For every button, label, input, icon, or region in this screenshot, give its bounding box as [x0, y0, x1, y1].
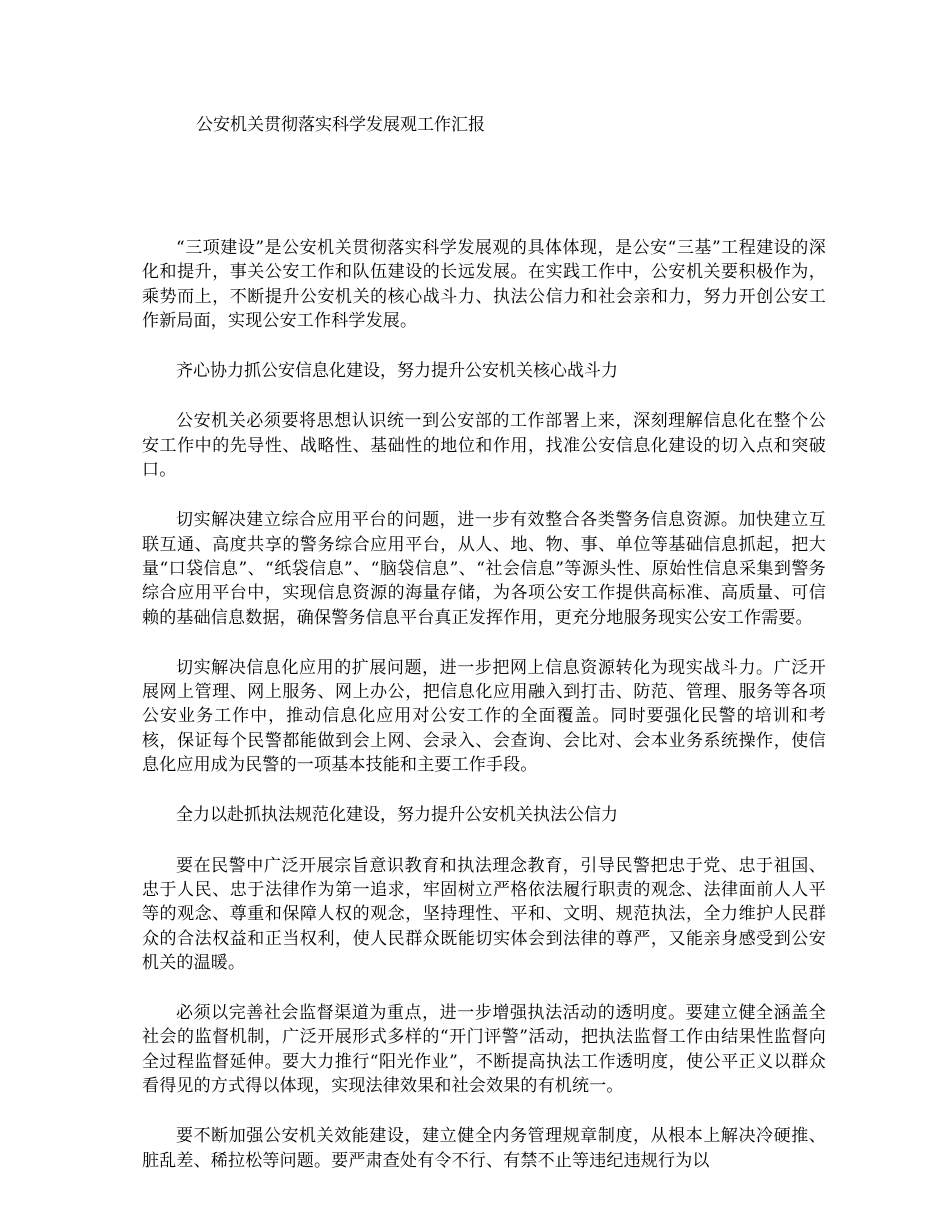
document-title: 公安机关贯彻落实科学发展观工作汇报: [196, 115, 485, 135]
paragraph: 切实解决建立综合应用平台的问题，进一步有效整合各类警务信息资源。加快建立互联互通、高度共享的警务综合应用平台，从人、地、物、事、单位等基础信息抓起，把大量“口袋信息”、“纸袋信息”、“脑袋信息”、“社会信息”等源头性、原始性信息采集到警务综合应用平台中，实现信息资源的海量存储，为各项公安工作提供高标准、高质量、可信赖的基础信息数据，确保警务信息平台真正发挥作用，更充分地服务现实公安工作需要。: [142, 510, 826, 628]
paragraph: 切实解决信息化应用的扩展问题，进一步把网上信息资源转化为现实战斗力。广泛开展网上管理、网上服务、网上办公，把信息化应用融入到打击、防范、管理、服务等各项公安业务工作中，推动信息化应用对公安工作的全面覆盖。同时要强化民警的培训和考核，保证每个民警都能做到会上网、会录入、会查询、会比对、会本业务系统操作，使信息化应用成为民警的一项基本技能和主要工作手段。: [142, 657, 826, 776]
paragraph-intro: “三项建设”是公安机关贯彻落实科学发展观的具体体现，是公安“三基”工程建设的深化和提升，事关公安工作和队伍建设的长远发展。在实践工作中，公安机关要积极作为，乘势而上，不断提升公安机关的核心战斗力、执法公信力和社会亲和力，努力开创公安工作新局面，实现公安工作科学发展。: [142, 238, 826, 331]
paragraph: 要不断加强公安机关效能建设，建立健全内务管理规章制度，从根本上解决冷硬推、脏乱差、稀拉松等问题。要严肃查处有令不行、有禁不止等违纪违规行为以: [142, 1126, 826, 1171]
paragraph: 公安机关必须要将思想认识统一到公安部的工作部署上来，深刻理解信息化在整个公安工作中的先导性、战略性、基础性的地位和作用，找准公安信息化建设的切入点和突破口。: [142, 411, 826, 481]
section-heading-law-enforcement: 全力以赴抓执法规范化建设，努力提升公安机关执法公信力: [176, 805, 618, 826]
section-heading-informatization: 齐心协力抓公安信息化建设，努力提升公安机关核心战斗力: [176, 361, 618, 382]
paragraph: 必须以完善社会监督渠道为重点，进一步增强执法活动的透明度。要建立健全涵盖全社会的监督机制，广泛开展形式多样的“开门评警”活动，把执法监督工作由结果性监督向全过程监督延伸。要大力推行“阳光作业”，不断提高执法工作透明度，使公平正义以群众看得见的方式得以体现，实现法律效果和社会效果的有机统一。: [142, 1003, 826, 1097]
paragraph: 要在民警中广泛开展宗旨意识教育和执法理念教育，引导民警把忠于党、忠于祖国、忠于人民、忠于法律作为第一追求，牢固树立严格依法履行职责的观念、法律面前人人平等的观念、尊重和保障人权的观念，坚持理性、平和、文明、规范执法，全力维护人民群众的合法权益和正当权利，使人民群众既能切实体会到法律的尊严，又能亲身感受到公安机关的温暖。: [142, 855, 826, 973]
document-body: [142, 236, 826, 1199]
